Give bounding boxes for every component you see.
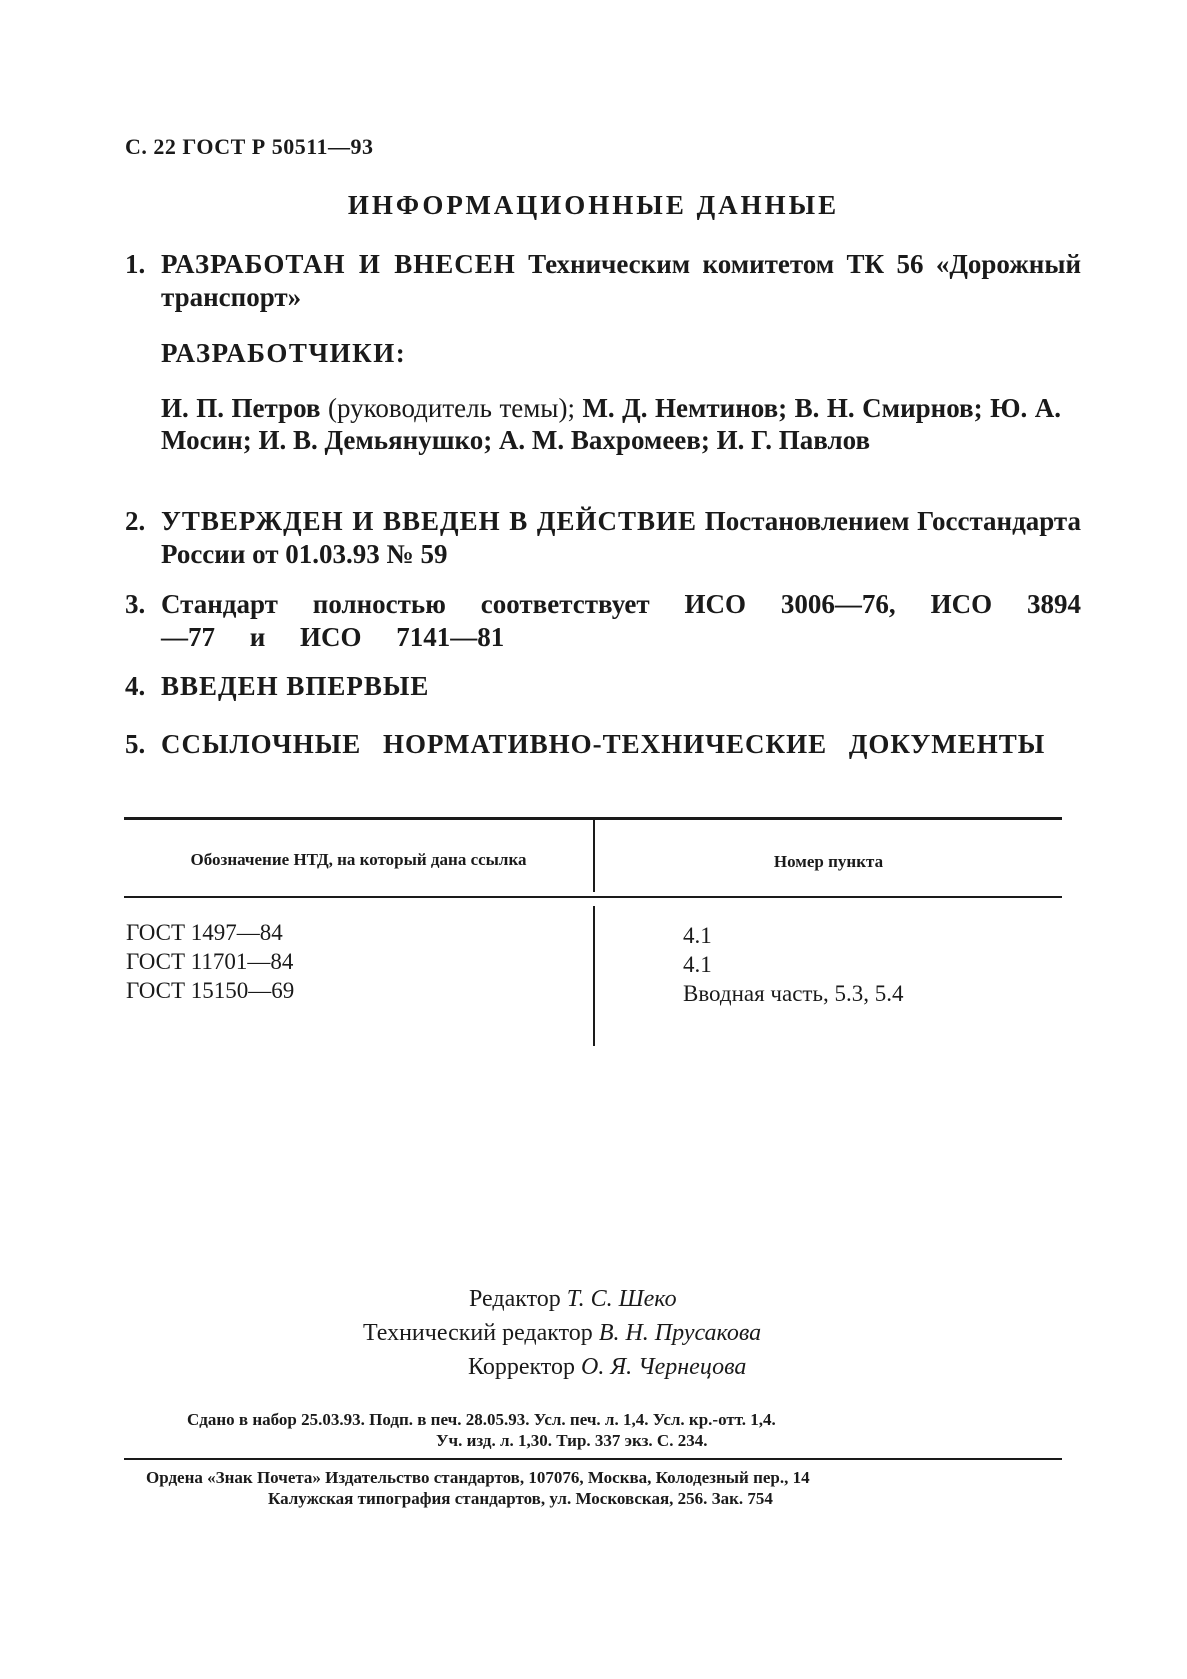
credit-role: Корректор bbox=[468, 1354, 575, 1380]
item-3 bbox=[125, 588, 1081, 654]
item-number: 2. bbox=[125, 506, 146, 536]
item-text: Техническим комитетом ТК 56 «Дорожный транспорт» bbox=[161, 249, 1082, 312]
table-col-clauses bbox=[683, 921, 903, 1008]
table-row-clause: 4.1 bbox=[683, 923, 712, 948]
item-2 bbox=[125, 505, 1081, 571]
table-col-docs bbox=[126, 918, 294, 1005]
table-col2-header: Номер пункта bbox=[773, 852, 884, 871]
item-caps: УТВЕРЖДЕН И ВВЕДЕН В ДЕЙСТВИЕ bbox=[161, 506, 698, 536]
table-row-doc: ГОСТ 1497—84 bbox=[126, 920, 283, 945]
imprint-line-2: Уч. изд. л. 1,30. Тир. 337 экз. С. 234. bbox=[436, 1431, 708, 1450]
item-text: Постановлением Госстандарта России от 01.03.93 № 59 bbox=[161, 506, 1082, 569]
page-header: С. 22 ГОСТ Р 50511—93 bbox=[125, 134, 374, 159]
table-row-clause: Вводная часть, 5.3, 5.4 bbox=[683, 981, 904, 1006]
table-row-doc: ГОСТ 11701—84 bbox=[126, 949, 294, 974]
item-caps: ВВЕДЕН ВПЕРВЫЕ bbox=[161, 671, 430, 701]
credit-editor bbox=[469, 1286, 677, 1313]
page-title: ИНФОРМАЦИОННЫЕ ДАННЫЕ bbox=[347, 190, 840, 220]
table-body-divider bbox=[593, 906, 595, 1046]
imprint-line-4: Калужская типография стандартов, ул. Московская, 256. Зак. 754 bbox=[268, 1489, 773, 1508]
developers-rest: М. Д. Немтинов; В. Н. Смирнов; Ю. А. Мосин; И. В. Демьянушко; А. М. Вахромеев; И. Г. Павлов bbox=[161, 393, 1061, 455]
imprint-rule bbox=[124, 1458, 1062, 1460]
credit-tech-editor bbox=[363, 1320, 761, 1347]
credit-name: О. Я. Чернецова bbox=[580, 1354, 747, 1380]
item-5 bbox=[125, 728, 1061, 761]
credit-name: В. Н. Прусакова bbox=[598, 1320, 762, 1346]
item-number: 4. bbox=[125, 671, 146, 701]
table-col1-header: Обозначение НТД, на который дана ссылка bbox=[190, 850, 527, 869]
credit-proofreader bbox=[468, 1354, 746, 1381]
item-1 bbox=[125, 248, 1081, 314]
item-number: 5. bbox=[125, 729, 146, 759]
table-row-clause: 4.1 bbox=[683, 952, 712, 977]
credit-name: Т. С. Шеко bbox=[566, 1286, 677, 1312]
item-caps: ССЫЛОЧНЫЕ НОРМАТИВНО-ТЕХНИЧЕСКИЕ ДОКУМЕНТЫ bbox=[161, 729, 1046, 759]
credit-role: Технический редактор bbox=[363, 1320, 593, 1346]
item-4 bbox=[125, 670, 1081, 703]
developer-lead-role: (руководитель темы); bbox=[320, 393, 575, 423]
developers-list bbox=[161, 392, 1061, 456]
item-caps: РАЗРАБОТАН И ВНЕСЕН bbox=[161, 249, 516, 279]
developers-heading: РАЗРАБОТЧИКИ: bbox=[161, 338, 407, 368]
credit-role: Редактор bbox=[469, 1286, 561, 1312]
imprint-line-1: Сдано в набор 25.03.93. Подп. в печ. 28.05.93. Усл. печ. л. 1,4. Усл. кр.-отт. 1,4. bbox=[187, 1410, 776, 1429]
table-header-rule bbox=[124, 896, 1062, 898]
table-row-doc: ГОСТ 15150—69 bbox=[126, 978, 295, 1003]
item-number: 3. bbox=[125, 589, 146, 619]
imprint-line-3: Ордена «Знак Почета» Издательство стандартов, 107076, Москва, Колодезный пер., 14 bbox=[146, 1468, 810, 1487]
item-text: Стандарт полностью соответствует ИСО 3006—76, ИСО 3894—77 и ИСО 7141—81 bbox=[161, 589, 1081, 652]
item-number: 1. bbox=[125, 249, 146, 279]
developer-lead: И. П. Петров bbox=[161, 393, 321, 423]
